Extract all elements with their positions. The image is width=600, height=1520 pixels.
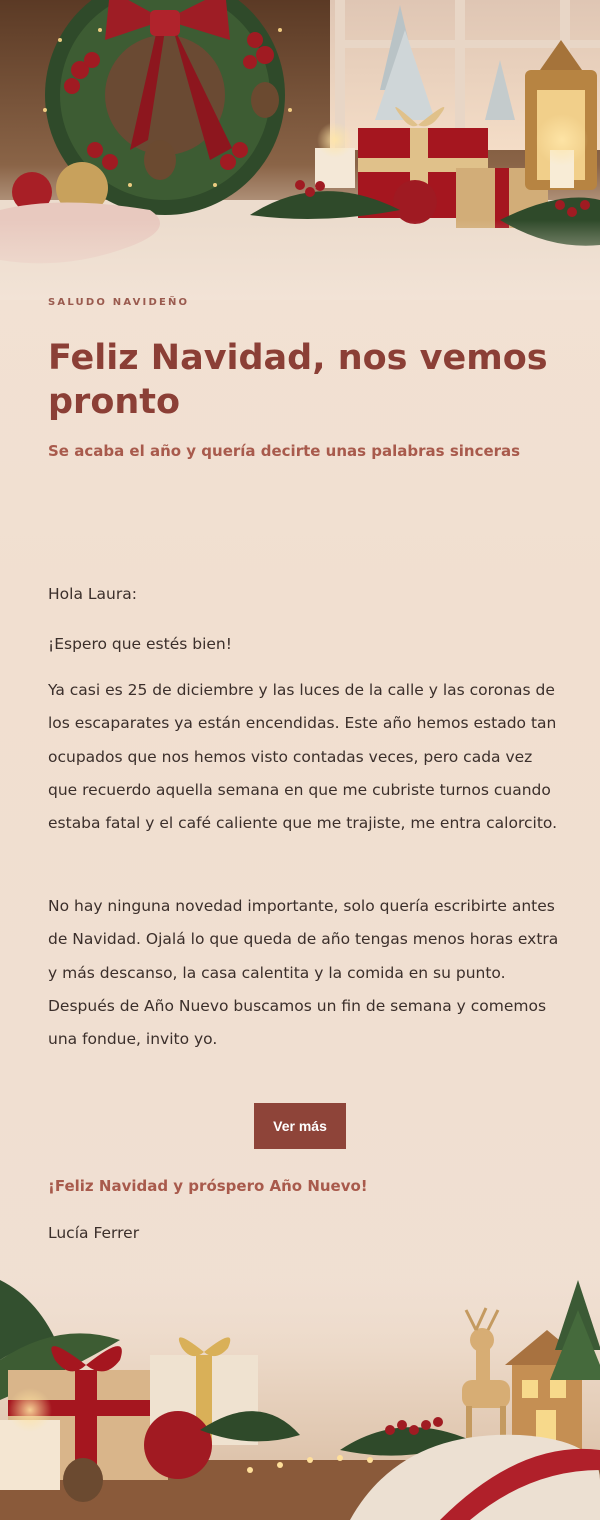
letter-hope-line: ¡Espero que estés bien! xyxy=(48,635,232,653)
christmas-gifts-illustration xyxy=(0,1260,600,1520)
eyebrow-label: SALUDO NAVIDEÑO xyxy=(48,297,190,308)
ver-mas-button[interactable]: Ver más xyxy=(254,1103,346,1149)
letter-paragraph-2: No hay ninguna novedad importante, solo quería escribirte antes de Navidad. Ojalá lo que queda de año tengas menos horas extra y más descanso, la casa calentita y la comida en su punto. Después de Año Nuevo buscamos un fin de semana y comemos una fondue, invito yo. xyxy=(48,897,559,1049)
header-illustration xyxy=(0,0,600,300)
letter-paragraph-1: Ya casi es 25 de diciembre y las luces de la calle y las coronas de los escaparates ya están encendidas. Este año hemos estado tan ocupados que nos hemos visto contadas veces, pero cada vez que recuerdo aquella semana en que me cubriste turnos cuando estaba fatal y el café caliente que me trajiste, me entra calorcito. xyxy=(48,681,558,833)
page-title: Feliz Navidad, nos vemos pronto xyxy=(48,338,548,422)
letter-greeting: Hola Laura: xyxy=(48,585,137,603)
footer-illustration xyxy=(0,1260,600,1520)
christmas-wreath-illustration xyxy=(0,0,600,300)
subtitle: Se acaba el año y quería decirte unas palabras sinceras xyxy=(48,442,521,460)
closing-wish: ¡Feliz Navidad y próspero Año Nuevo! xyxy=(48,1177,368,1195)
signature: Lucía Ferrer xyxy=(48,1224,140,1242)
